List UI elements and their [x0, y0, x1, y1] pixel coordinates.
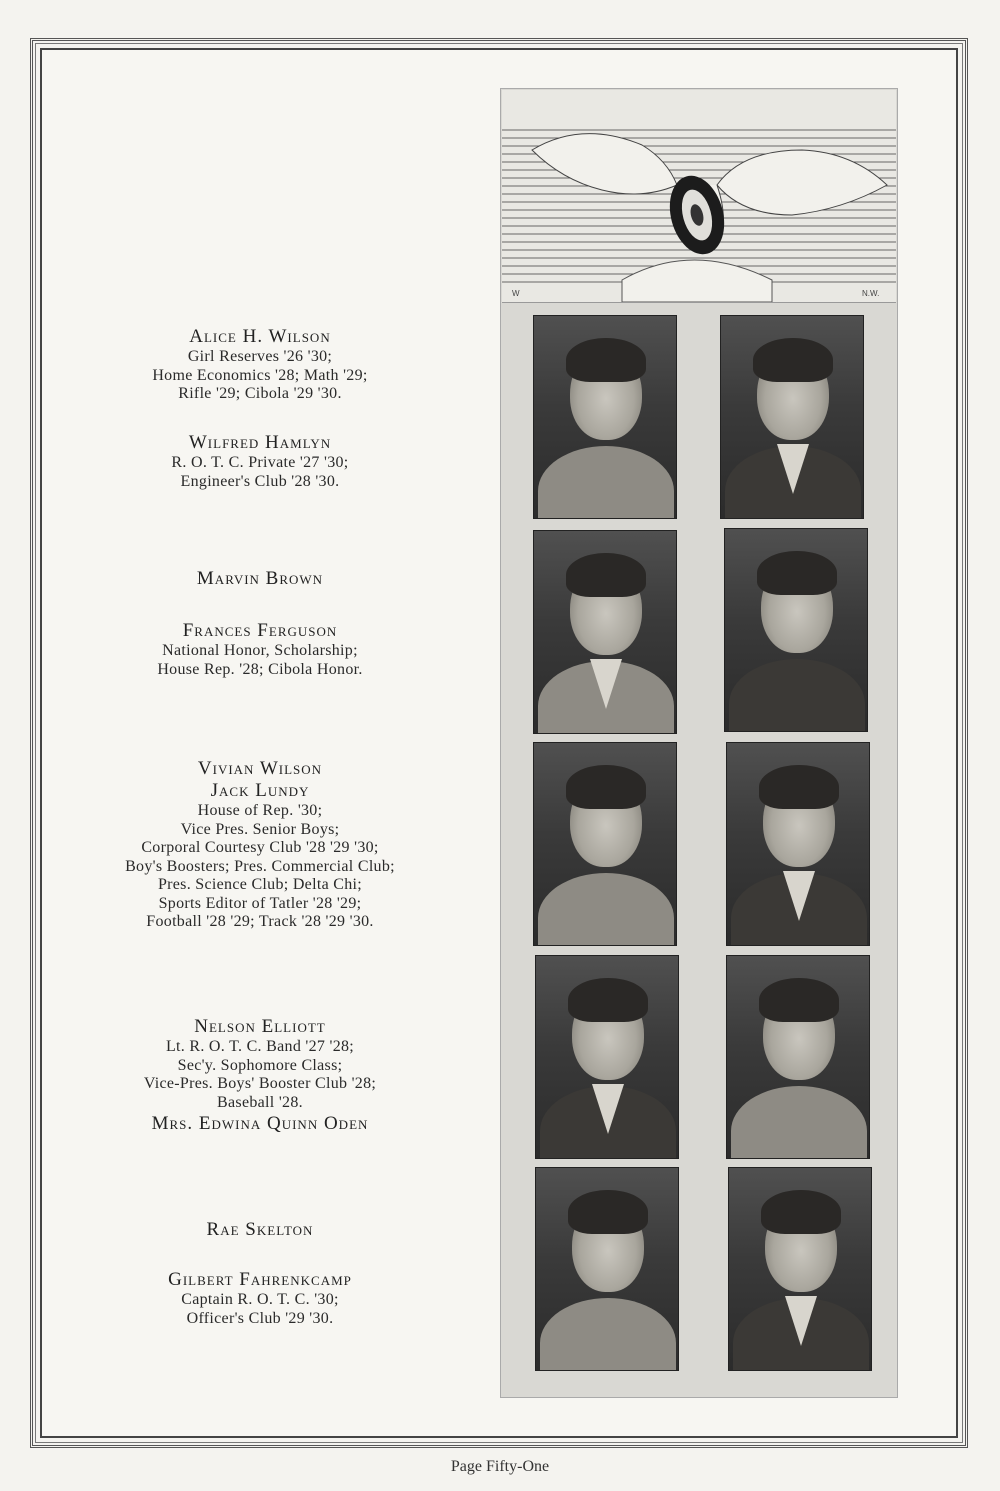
student-name: Vivian Wilson: [197, 758, 323, 779]
portrait-photo: [533, 742, 677, 946]
student-name: Wilfred Hamlyn: [188, 432, 332, 453]
portrait-photo: [728, 1167, 872, 1371]
activity-line: Rifle '29; Cibola '29 '30.: [178, 385, 342, 402]
portrait-photo: [724, 528, 868, 732]
activity-line: Corporal Courtesy Club '28 '29 '30;: [141, 839, 379, 856]
student-name: Rae Skelton: [206, 1219, 314, 1240]
activity-line: Officer's Club '29 '30.: [186, 1309, 334, 1327]
winged-wheel-emblem: [502, 90, 896, 303]
entry-wilfred-hamlyn: [90, 432, 430, 491]
activity-line: House of Rep. '30;: [197, 802, 323, 819]
portrait-photo: [533, 315, 677, 519]
activity-line: Boy's Boosters; Pres. Commercial Club;: [125, 857, 395, 875]
student-name: Frances Ferguson: [182, 620, 338, 641]
activity-line: Vice-Pres. Boys' Booster Club '28;: [143, 1075, 377, 1092]
activity-line: Pres. Science Club; Delta Chi;: [157, 876, 363, 893]
activity-line: Lt. R. O. T. C. Band '27 '28;: [165, 1038, 355, 1055]
entry-alice-wilson: [90, 326, 430, 404]
entry-nelson-elliott: [90, 1016, 430, 1112]
student-name: Nelson Elliott: [194, 1016, 326, 1037]
emblem-mark-right: N.W.: [862, 289, 880, 298]
activity-line: Engineer's Club '28 '30.: [180, 472, 340, 490]
entry-vivian-wilson: [90, 758, 430, 780]
student-name: Marvin Brown: [196, 568, 324, 589]
activity-line: National Honor, Scholarship;: [162, 642, 358, 659]
entry-jack-lundy: [90, 780, 430, 932]
activity-line: Captain R. O. T. C. '30;: [181, 1291, 339, 1308]
student-name: Jack Lundy: [210, 780, 310, 801]
emblem-mark-left: W: [512, 289, 520, 298]
student-name: Alice H. Wilson: [189, 326, 331, 347]
entry-gilbert-fahrenkcamp: [90, 1269, 430, 1328]
entry-frances-ferguson: [90, 620, 430, 679]
portrait-photo: [535, 1167, 679, 1371]
activity-line: Sec'y. Sophomore Class;: [177, 1056, 343, 1074]
portrait-photo: [726, 955, 870, 1159]
entry-rae-skelton: [90, 1219, 430, 1241]
activity-line: Sports Editor of Tatler '28 '29;: [158, 894, 362, 912]
portrait-photo: [726, 742, 870, 946]
activity-line: House Rep. '28; Cibola Honor.: [157, 660, 363, 678]
activity-line: Baseball '28.: [217, 1093, 303, 1111]
portrait-photo: [535, 955, 679, 1159]
portrait-photo: [533, 530, 677, 734]
winged-wheel-icon: [502, 90, 896, 302]
student-name: Mrs. Edwina Quinn Oden: [151, 1113, 369, 1134]
entry-edwina-oden: [90, 1113, 430, 1135]
activity-line: Home Economics '28; Math '29;: [152, 366, 368, 384]
student-name: Gilbert Fahrenkcamp: [168, 1269, 352, 1290]
activity-line: R. O. T. C. Private '27 '30;: [171, 454, 349, 471]
activity-line: Vice Pres. Senior Boys;: [180, 820, 340, 838]
activity-line: Football '28 '29; Track '28 '29 '30.: [146, 913, 374, 930]
activity-line: Girl Reserves '26 '30;: [187, 348, 333, 365]
page-number: Page Fifty-One: [450, 1458, 550, 1475]
portrait-photo: [720, 315, 864, 519]
entry-marvin-brown: [90, 568, 430, 590]
